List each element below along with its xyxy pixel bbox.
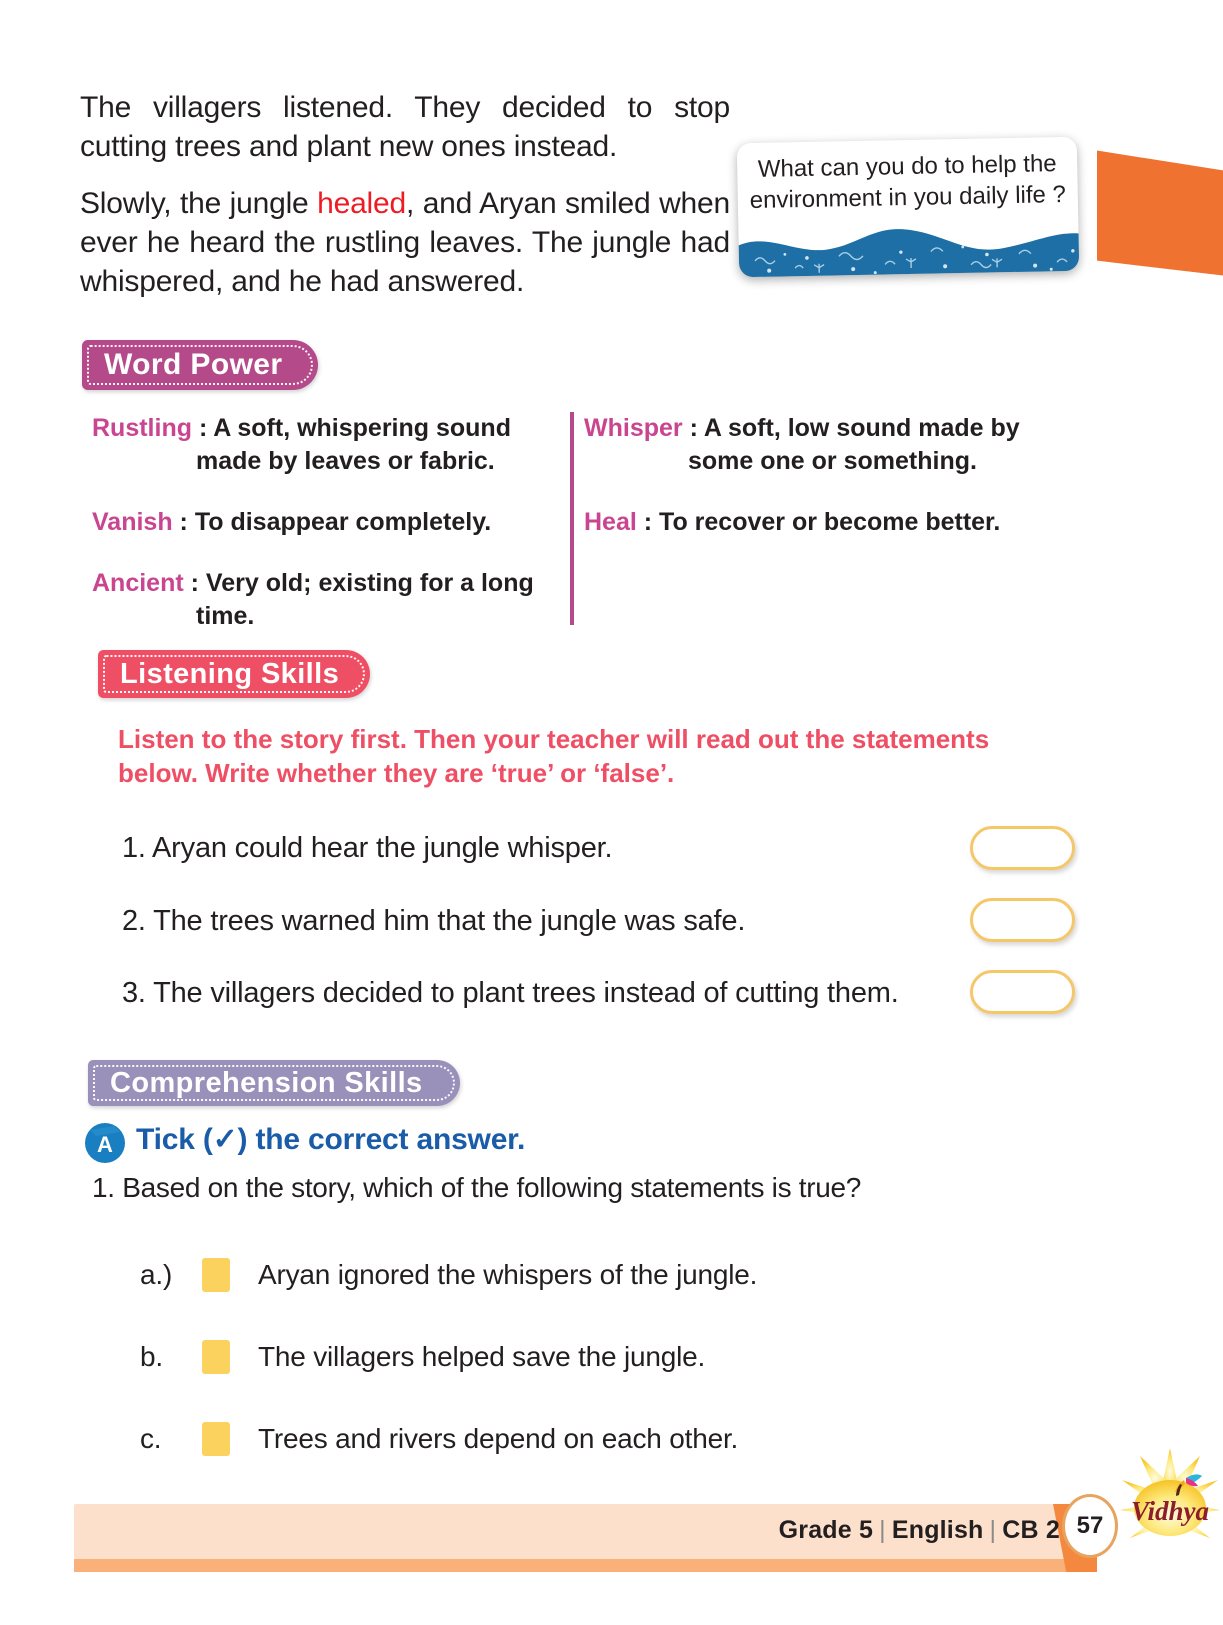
story-paragraph-2-post: , and Aryan smiled when ever he heard the rustling leaves. The jungle had whispered, and he had answered. [80, 187, 730, 298]
checkbox-b[interactable] [202, 1340, 230, 1374]
story-paragraph-2 [80, 184, 730, 301]
word-power-term: Heal [584, 508, 637, 536]
logo-wordmark: Vidhya [1130, 1496, 1210, 1526]
word-power-term: Rustling [92, 414, 192, 442]
word-power-definition: : Very old; existing for a long time. [190, 569, 534, 630]
footer-meta [560, 1516, 1060, 1545]
badge-label: Listening Skills [120, 657, 340, 690]
footer-separator: | [879, 1516, 886, 1544]
word-power-entry [92, 567, 552, 633]
column-divider [570, 412, 574, 625]
option-letter: c. [140, 1423, 162, 1454]
word-power-definition: : To recover or become better. [643, 508, 1001, 536]
answer-box-2[interactable] [970, 898, 1075, 942]
word-power-definitions [92, 412, 1102, 630]
option-letter: b. [140, 1341, 163, 1372]
word-power-term: Ancient [92, 569, 184, 597]
option-row-a[interactable] [140, 1258, 757, 1292]
highlighted-word-healed: healed [317, 187, 406, 220]
svg-text:A: A [97, 1132, 113, 1157]
footer-subject: English [891, 1516, 984, 1544]
option-text: Trees and rivers depend on each other. [258, 1423, 739, 1454]
story-paragraph-1: The villagers listened. They decided to stop cutting trees and plant new ones instead. [80, 91, 730, 163]
option-letter: a.) [140, 1259, 173, 1290]
option-text: The villagers helped save the jungle. [258, 1341, 706, 1372]
decorative-blue-wave [737, 219, 1080, 278]
word-power-definition: : A soft, low sound made by some one or something. [688, 414, 1020, 475]
word-power-definition: : A soft, whispering sound made by leaves or fabric. [196, 414, 511, 475]
section-badge-comprehension-skills [88, 1060, 460, 1106]
word-power-right-column [584, 412, 1084, 567]
section-badge-listening-skills [98, 650, 370, 698]
option-row-c[interactable] [140, 1422, 738, 1456]
vidhya-logo [1118, 1442, 1223, 1562]
listening-statement-1: 1. Aryan could hear the jungle whisper. [122, 832, 613, 864]
badge-label: Word Power [104, 348, 283, 381]
checkbox-a[interactable] [202, 1258, 230, 1292]
comprehension-question-1: 1. Based on the story, which of the following statements is true? [92, 1172, 862, 1203]
option-row-b[interactable] [140, 1340, 705, 1374]
answer-box-3[interactable] [970, 970, 1075, 1014]
word-power-entry [584, 506, 1084, 539]
footer-grade: Grade 5 [778, 1516, 874, 1544]
word-power-left-column [92, 412, 552, 661]
word-power-entry [584, 412, 1084, 478]
word-power-term: Vanish [92, 508, 173, 536]
checkbox-c[interactable] [202, 1422, 230, 1456]
listening-statement-3: 3. The villagers decided to plant trees instead of cutting them. [122, 977, 899, 1009]
part-a-title: Tick (✓) the correct answer. [136, 1123, 526, 1156]
footer-book: CB 2 [1002, 1516, 1060, 1544]
question-speech-bubble [737, 137, 1080, 278]
listening-instruction: Listen to the story first. Then your teacher will read out the statements below. Write whether they are ‘true’ or ‘false’. [118, 724, 990, 789]
badge-label: Comprehension Skills [110, 1066, 423, 1099]
orange-angled-decoration [1097, 148, 1223, 276]
listening-statement-2: 2. The trees warned him that the jungle was safe. [122, 905, 746, 937]
option-text: Aryan ignored the whispers of the jungle. [258, 1259, 758, 1290]
part-letter-a-icon [84, 1122, 126, 1164]
page-number: 57 [1062, 1494, 1118, 1558]
word-power-entry [92, 506, 552, 539]
speech-bubble-text: What can you do to help the environment in you daily life ? [749, 150, 1067, 214]
word-power-entry [92, 412, 552, 478]
footer-separator: | [989, 1516, 997, 1544]
answer-box-1[interactable] [970, 826, 1075, 870]
footer-band-shadow [74, 1559, 1087, 1572]
story-paragraph-2-pre: Slowly, the jungle [80, 187, 318, 220]
word-power-term: Whisper [584, 414, 683, 442]
word-power-definition: : To disappear completely. [179, 508, 492, 536]
section-badge-word-power [82, 340, 318, 390]
